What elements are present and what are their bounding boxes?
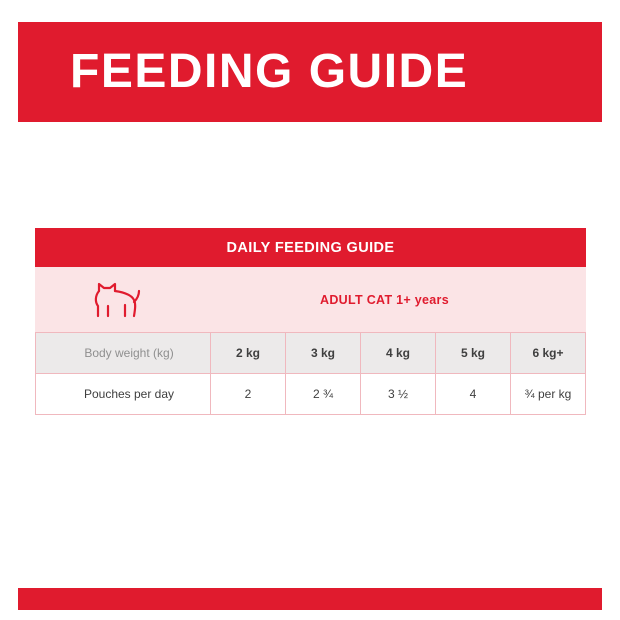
table-row bbox=[36, 333, 586, 374]
table-row bbox=[36, 374, 586, 415]
cell-pouches-4: 4 bbox=[436, 374, 511, 415]
row-label-body-weight: Body weight (kg) bbox=[36, 333, 211, 374]
cell-pouches-5: ¾ per kg bbox=[511, 374, 586, 415]
feeding-guide-banner bbox=[18, 22, 602, 122]
cell-pouches-3: 3 ½ bbox=[361, 374, 436, 415]
cat-icon bbox=[35, 280, 195, 320]
cell-weight-2: 3 kg bbox=[286, 333, 361, 374]
species-row bbox=[35, 267, 586, 332]
cell-weight-5: 6 kg+ bbox=[511, 333, 586, 374]
feeding-table bbox=[35, 332, 586, 415]
guide-header bbox=[35, 228, 586, 267]
cell-weight-1: 2 kg bbox=[211, 333, 286, 374]
page-title: FEEDING GUIDE bbox=[70, 45, 469, 98]
cell-weight-3: 4 kg bbox=[361, 333, 436, 374]
cell-pouches-2: 2 ¾ bbox=[286, 374, 361, 415]
species-label: ADULT CAT 1+ years bbox=[320, 292, 449, 307]
row-label-pouches-per-day: Pouches per day bbox=[36, 374, 211, 415]
guide-header-title: DAILY FEEDING GUIDE bbox=[226, 239, 395, 256]
bottom-accent-bar bbox=[18, 588, 602, 610]
cell-pouches-1: 2 bbox=[211, 374, 286, 415]
cell-weight-4: 5 kg bbox=[436, 333, 511, 374]
daily-feeding-guide bbox=[35, 228, 586, 415]
